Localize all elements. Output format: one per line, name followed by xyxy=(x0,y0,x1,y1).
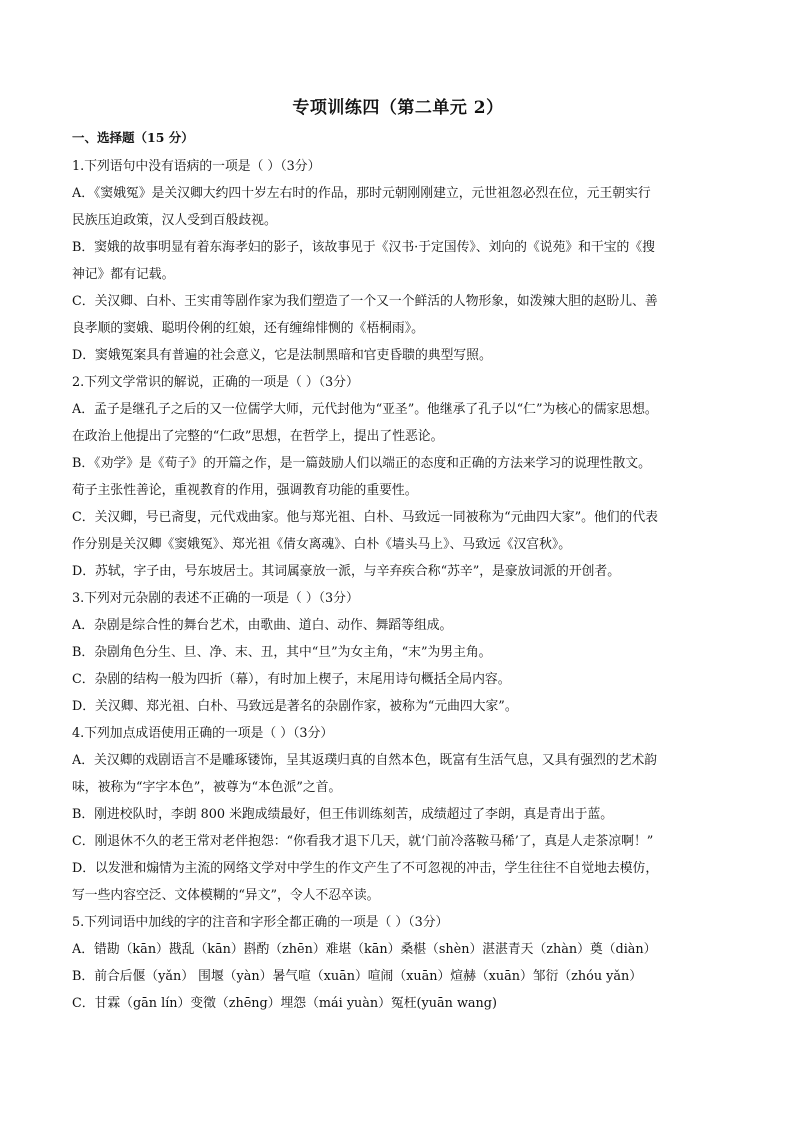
page-title: 专项训练四（第二单元 2） xyxy=(292,98,504,118)
text-line: 写一些内容空泛、文体模糊的“异文”，令人不忍卒读。 xyxy=(72,888,380,903)
text-line: C．关汉卿、白朴、王实甫等剧作家为我们塑造了一个又一个鲜活的人物形象，如泼辣大胆的赵盼儿、善 xyxy=(72,294,658,309)
body-text xyxy=(72,153,724,1017)
question-3-stem: 3.下列对元杂剧的表述不正确的一项是（ ）（3分） xyxy=(72,591,359,606)
text-line: C．刚退休不久的老王常对老伴抱怨：“你看我才退下几天，就‘门前冷落鞍马稀’了，真是人走茶凉啊！” xyxy=(72,834,654,849)
text-line: A．杂剧是综合性的舞台艺术，由歌曲、道白、动作、舞蹈等组成。 xyxy=(72,618,453,633)
text-line: D．苏轼，字子由，号东坡居士。其词属豪放一派，与辛弃疾合称“苏辛”，是豪放词派的开创者。 xyxy=(72,564,621,579)
text-line: D．以发泄和煽情为主流的网络文学对中学生的作文产生了不可忽视的冲击，学生往往不自觉地去模仿， xyxy=(72,861,659,876)
text-line: 民族压迫政策，汉人受到百般歧视。 xyxy=(72,213,277,228)
text-line: D．关汉卿、郑光祖、白朴、马致远是著名的杂剧作家，被称为“元曲四大家”。 xyxy=(72,699,518,714)
text-line: 荀子主张性善论，重视教育的作用，强调教育功能的重要性。 xyxy=(72,483,418,498)
text-line: C．关汉卿，号已斋叟，元代戏曲家。他与郑光祖、白朴、马致远一同被称为“元曲四大家”。他们的代表 xyxy=(72,510,658,525)
document-page xyxy=(72,96,724,1017)
text-line: B．窦娥的故事明显有着东海孝妇的影子，该故事见于《汉书·于定国传》、刘向的《说苑》和干宝的《搜 xyxy=(72,240,655,255)
text-line: A．错勘（kān）戡乱（kān）斟酌（zhēn）难堪（kān）桑椹（shèn）湛湛青天（zhàn）奠（diàn） xyxy=(72,942,657,957)
text-line: A．孟子是继孔子之后的又一位儒学大师，元代封他为“亚圣”。他继承了孔子以“仁”为核心的儒家思想。 xyxy=(72,402,658,417)
text-line: D．窦娥冤案具有普遍的社会意义，它是法制黑暗和官吏昏聩的典型写照。 xyxy=(72,348,492,363)
text-line: 良孝顺的窦娥、聪明伶俐的红娘，还有缠绵悱恻的《梧桐雨》。 xyxy=(72,321,424,336)
section-heading: 一、选择题（15 分） xyxy=(72,130,194,145)
text-line: A．关汉卿的戏剧语言不是雕琢镂饰，呈其返璞归真的自然本色，既富有生活气息，又具有强烈的艺术韵 xyxy=(72,753,658,768)
text-line: 在政治上他提出了完整的“仁政”思想，在哲学上，提出了性恶论。 xyxy=(72,429,444,444)
text-line: 神记》都有记载。 xyxy=(72,267,175,282)
question-1-stem: 1.下列语句中没有语病的一项是（ ）（3分） xyxy=(72,159,321,174)
text-line: 作分别是关汉卿《窦娥冤》、郑光祖《倩女离魂》、白朴《墙头马上》、马致远《汉宫秋》。 xyxy=(72,537,572,552)
text-line: B．《劝学》是《荀子》的开篇之作，是一篇鼓励人们以端正的态度和正确的方法来学习的说理性散文。 xyxy=(72,456,651,471)
text-line: B．前合后偃（yǎn） 围堰（yàn）暑气喧（xuān）喧闹（xuān）煊赫（xuān）邹衍（zhóu yǎn） xyxy=(72,969,643,984)
text-line: B．刚进校队时，李朗 800 米跑成绩最好，但王伟训练刻苦，成绩超过了李朗，真是青出于蓝。 xyxy=(72,807,614,822)
text-line: 味，被称为“字字本色”，被尊为“本色派”之首。 xyxy=(72,780,342,795)
text-line: B．杂剧角色分生、旦、净、末、丑，其中“旦”为女主角，“末”为男主角。 xyxy=(72,645,492,660)
text-line: C．杂剧的结构一般为四折（幕），有时加上楔子，末尾用诗句概括全局内容。 xyxy=(72,672,511,687)
text-line: A．《窦娥冤》是关汉卿大约四十岁左右时的作品，那时元朝刚刚建立，元世祖忽必烈在位，元王朝实行 xyxy=(72,186,651,201)
question-4-stem: 4.下列加点成语使用正确的一项是（ ）（3分） xyxy=(72,726,334,741)
question-5-stem: 5.下列词语中加线的字的注音和字形全都正确的一项是（ ）（3分） xyxy=(72,915,449,930)
text-line: C．甘霖（gān lín）变徵（zhēng）埋怨（mái yuàn）冤枉(yuān wang) xyxy=(72,996,497,1011)
question-2-stem: 2.下列文学常识的解说，正确的一项是（ ）（3分） xyxy=(72,375,359,390)
